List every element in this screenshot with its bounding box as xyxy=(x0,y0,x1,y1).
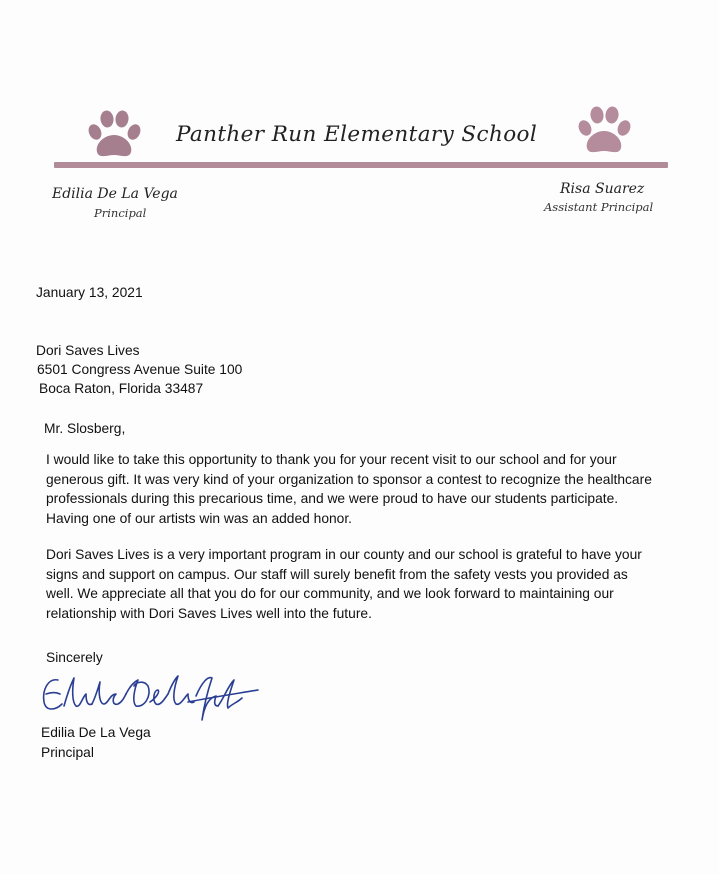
paw-print-icon xyxy=(574,104,634,158)
body-paragraph: Dori Saves Lives is a very important program in our county and our school is grateful to have your signs and support on campus. Our staff will surely benefit from the safety vests you provided as well. We appreciate all that you do for our community, and we look forward to maintaining our relationship with Dori Saves Lives well into the future. xyxy=(46,547,642,621)
salutation: Mr. Slosberg, xyxy=(44,421,126,436)
principal-title: Principal xyxy=(94,206,147,220)
school-name: Panther Run Elementary School xyxy=(176,122,538,147)
principal-name: Edilia De La Vega xyxy=(52,186,178,202)
recipient-line: Dori Saves Lives xyxy=(36,343,140,358)
signer-title: Principal xyxy=(41,745,94,760)
body-paragraph: I would like to take this opportunity to thank you for your recent visit to our school and for your generous gift. It was very kind of your organization to sponsor a contest to recognize the healthcare professionals during this precarious time, and we were proud to have our students participate. Having one of our artists win was an added honor. xyxy=(46,452,652,526)
handwritten-signature xyxy=(38,668,260,726)
closing: Sincerely xyxy=(46,650,103,665)
assistant-principal-title: Assistant Principal xyxy=(544,200,654,214)
signer-name: Edilia De La Vega xyxy=(41,725,151,740)
paw-print-icon xyxy=(84,108,144,162)
letterhead-divider xyxy=(54,162,668,168)
recipient-line: Boca Raton, Florida 33487 xyxy=(39,381,204,396)
letter-date: January 13, 2021 xyxy=(36,285,143,300)
recipient-line: 6501 Congress Avenue Suite 100 xyxy=(37,362,243,377)
assistant-principal-name: Risa Suarez xyxy=(560,181,645,197)
